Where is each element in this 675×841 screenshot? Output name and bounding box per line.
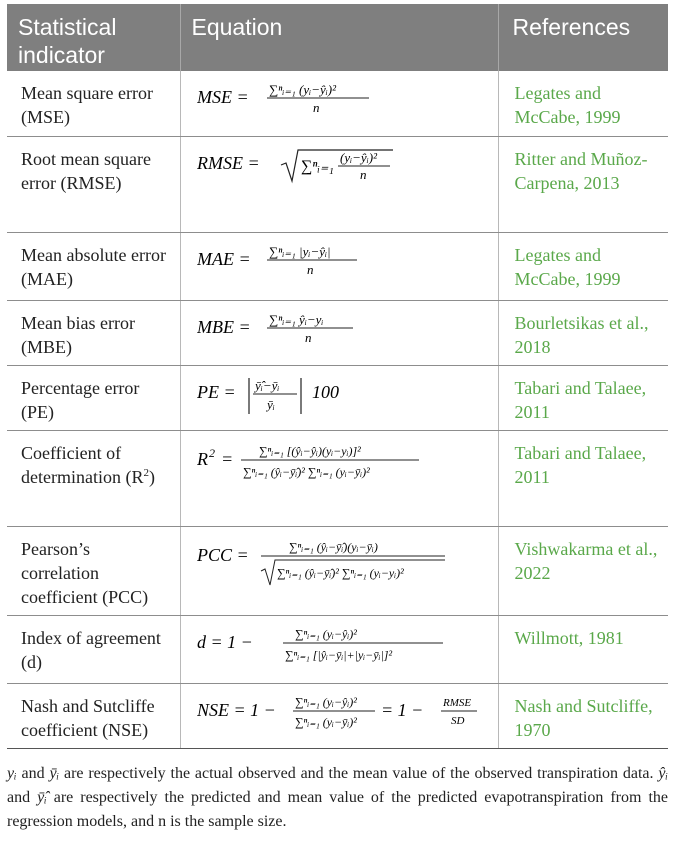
indicator-cell: Percentage error (PE) bbox=[7, 365, 180, 430]
equation-rmse bbox=[180, 136, 498, 232]
d-denominator: ∑ⁿᵢ₌₁ [|ŷᵢ−ȳᵢ|+|yᵢ−ȳᵢ|]² bbox=[284, 647, 392, 662]
pcc-formula bbox=[197, 537, 497, 593]
mae-numerator: ∑ⁿᵢ₌₁ |yᵢ−ŷᵢ| bbox=[268, 243, 331, 259]
equation-mbe bbox=[180, 300, 498, 365]
table-row bbox=[7, 232, 668, 300]
pcc-lhs: PCC = bbox=[196, 544, 249, 565]
nse-lhs: NSE = 1 − bbox=[196, 699, 276, 720]
indicator-cell: Mean bias error (MBE) bbox=[7, 300, 180, 365]
r2-formula bbox=[197, 441, 497, 491]
indicator-text-end: ) bbox=[148, 466, 155, 487]
reference-cell: Nash and Sutcliffe, 1970 bbox=[498, 683, 668, 748]
symbol-yi: yᵢ bbox=[7, 765, 17, 782]
mse-lhs: MSE = bbox=[196, 87, 249, 107]
pe-formula bbox=[197, 376, 487, 422]
indicator-cell: Root mean square error (RMSE) bbox=[7, 136, 180, 232]
pcc-numerator: ∑ⁿᵢ₌₁ (ŷᵢ−ȳ̂ᵢ)(yᵢ−ȳᵢ) bbox=[288, 539, 378, 554]
pe-lhs: PE = bbox=[196, 381, 236, 402]
header-row bbox=[7, 4, 668, 71]
footnote-part4: are respectively the predicted and mean value of the predicted evapotranspiration from the regression models, and n is the sample size. bbox=[7, 789, 668, 830]
table-row bbox=[7, 526, 668, 615]
reference-cell: Legates and McCabe, 1999 bbox=[498, 71, 668, 136]
r2-exponent: 2 bbox=[208, 445, 215, 460]
table-row bbox=[7, 300, 668, 365]
indicator-text: Coefficient of determination (R bbox=[21, 442, 144, 487]
footnote-part1: and bbox=[16, 765, 50, 782]
r2-numerator: ∑ⁿᵢ₌₁ [(ŷᵢ−ŷᵢ)(yᵢ−yᵢ)]² bbox=[258, 443, 361, 458]
equation-pcc bbox=[180, 526, 498, 615]
table-row bbox=[7, 365, 668, 430]
table-row bbox=[7, 430, 668, 526]
indicator-cell: Pearson’s correlation coefficient (PCC) bbox=[7, 526, 180, 615]
equation-r2 bbox=[180, 430, 498, 526]
header-statistical-indicator: Statistical indicator bbox=[7, 4, 180, 71]
mse-numerator: ∑ⁿᵢ₌₁ (yᵢ−ŷᵢ)² bbox=[268, 82, 336, 97]
reference-cell: Willmott, 1981 bbox=[498, 615, 668, 683]
equation-nse bbox=[180, 683, 498, 748]
equation-pe bbox=[180, 365, 498, 430]
reference-cell: Bourletsikas et al., 2018 bbox=[498, 300, 668, 365]
header-references: References bbox=[498, 4, 668, 71]
nse-formula bbox=[197, 694, 497, 740]
footnote-part2: are respectively the actual observed and the mean value of the observed transpiration data. bbox=[59, 765, 659, 782]
indicator-cell: Index of agreement (d) bbox=[7, 615, 180, 683]
d-numerator: ∑ⁿᵢ₌₁ (yᵢ−ŷᵢ)² bbox=[294, 626, 357, 641]
indicator-cell: Mean absolute error (MAE) bbox=[7, 232, 180, 300]
mbe-numerator: ∑ⁿᵢ₌₁ ŷᵢ−yᵢ bbox=[268, 311, 323, 327]
table-row bbox=[7, 136, 668, 232]
indicator-cell: Mean square error (MSE) bbox=[7, 71, 180, 136]
mse-denominator: n bbox=[312, 100, 319, 115]
reference-cell: Tabari and Talaee, 2011 bbox=[498, 365, 668, 430]
sum-symbol: ∑ⁿᵢ₌₁ bbox=[300, 157, 334, 175]
rmse-denominator: n bbox=[359, 166, 366, 182]
pcc-denominator: ∑ⁿᵢ₌₁ (ŷᵢ−ȳ̂ᵢ)² ∑ⁿᵢ₌₁ (yᵢ−yᵢ)² bbox=[276, 565, 404, 580]
pe-const: 100 bbox=[311, 381, 339, 402]
equation-mse bbox=[180, 71, 498, 136]
mbe-denominator: n bbox=[304, 329, 311, 345]
mae-denominator: n bbox=[306, 261, 313, 277]
symbol-ybar: ȳᵢ bbox=[49, 765, 60, 782]
nse-ratio-num: RMSE bbox=[442, 696, 471, 709]
table-row bbox=[7, 71, 668, 136]
mbe-lhs: MBE = bbox=[196, 316, 251, 337]
equation-mae bbox=[180, 232, 498, 300]
equation-d bbox=[180, 615, 498, 683]
nse-mid: = 1 − bbox=[380, 699, 423, 720]
indicator-cell bbox=[7, 430, 180, 526]
r2-denominator: ∑ⁿᵢ₌₁ (ŷᵢ−ȳ̂ᵢ)² ∑ⁿᵢ₌₁ (yᵢ−ȳᵢ)² bbox=[242, 464, 370, 479]
table-row bbox=[7, 615, 668, 683]
mae-formula bbox=[197, 243, 487, 289]
table-row bbox=[7, 683, 668, 748]
table-footnote bbox=[7, 762, 668, 834]
r2-lhs: R bbox=[196, 448, 208, 469]
pe-denominator: ȳᵢ bbox=[266, 396, 275, 412]
indicator-superscript: 2 bbox=[143, 466, 149, 479]
nse-ratio-den: SD bbox=[450, 714, 464, 727]
reference-cell: Legates and McCabe, 1999 bbox=[498, 232, 668, 300]
nse-numerator: ∑ⁿᵢ₌₁ (yᵢ−ŷᵢ)² bbox=[294, 694, 357, 709]
rmse-lhs: RMSE = bbox=[196, 152, 260, 173]
d-lhs: d = 1 − bbox=[196, 631, 253, 652]
statistics-table bbox=[7, 4, 668, 749]
reference-cell: Tabari and Talaee, 2011 bbox=[498, 430, 668, 526]
nse-denominator: ∑ⁿᵢ₌₁ (yᵢ−ȳᵢ)² bbox=[294, 714, 357, 729]
reference-cell: Vishwakarma et al., 2022 bbox=[498, 526, 668, 615]
r2-equals: = bbox=[220, 448, 233, 469]
indicator-cell: Nash and Sutcliffe coefficient (NSE) bbox=[7, 683, 180, 748]
symbol-yhatbar: ȳ̂ᵢ bbox=[37, 789, 47, 806]
mae-lhs: MAE = bbox=[196, 248, 251, 269]
rmse-formula bbox=[197, 147, 487, 197]
mse-formula bbox=[197, 81, 487, 127]
d-formula bbox=[197, 626, 497, 674]
footnote-part3: and bbox=[7, 789, 38, 806]
rmse-numerator: (yᵢ−ŷᵢ)² bbox=[339, 149, 377, 165]
symbol-yhat: ŷᵢ bbox=[658, 765, 669, 782]
header-equation: Equation bbox=[180, 4, 498, 71]
reference-cell: Ritter and Muñoz-Carpena, 2013 bbox=[498, 136, 668, 232]
mbe-formula bbox=[197, 311, 487, 357]
pe-numerator: ȳ̂ᵢ−ȳᵢ bbox=[254, 377, 279, 393]
